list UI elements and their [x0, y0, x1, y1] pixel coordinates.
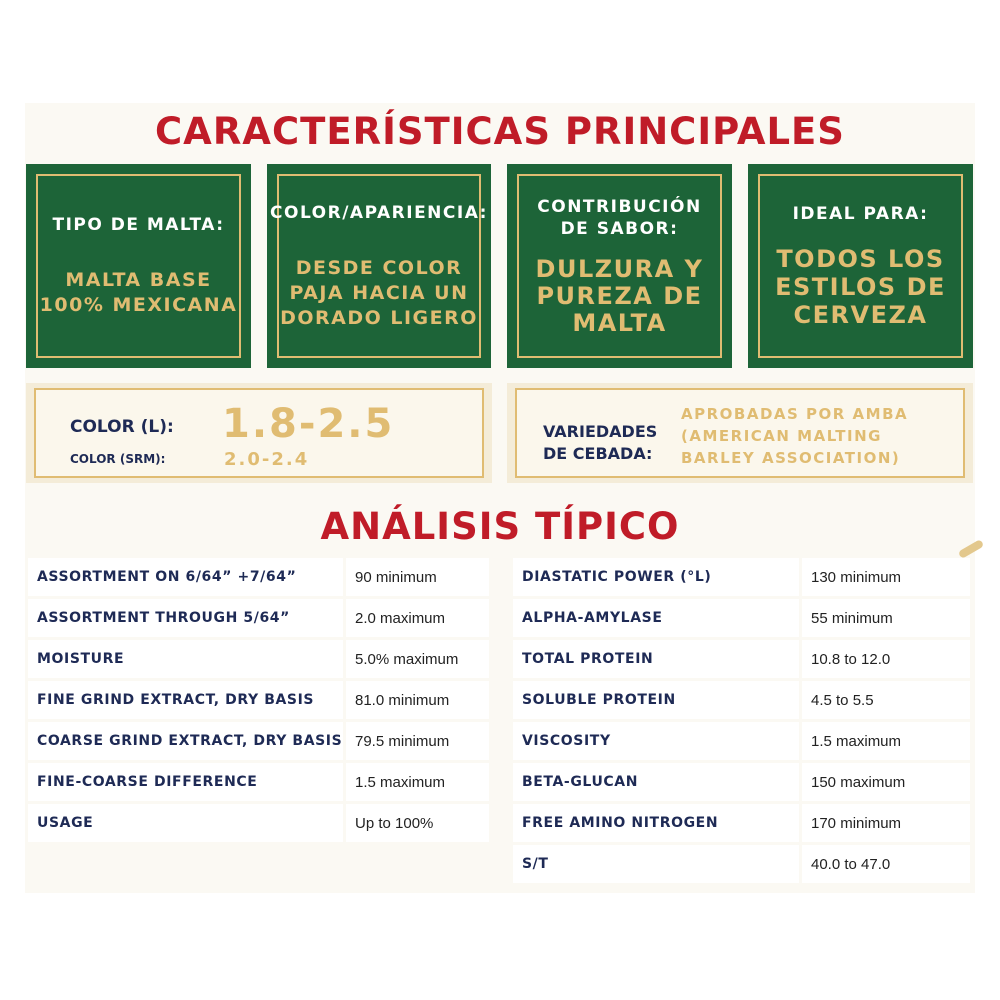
- table-key: USAGE: [28, 804, 343, 842]
- card-frame: [517, 174, 722, 358]
- table-key: ALPHA-AMYLASE: [513, 599, 799, 637]
- card-flavor-contribution: [507, 164, 732, 368]
- table-row: [513, 763, 970, 801]
- card-label: TIPO DE MALTA:: [52, 215, 225, 235]
- color-srm-value: 2.0-2.4: [224, 449, 310, 470]
- table-value: 5.0% maximum: [346, 640, 489, 678]
- table-row: [28, 558, 489, 596]
- table-row: [28, 681, 489, 719]
- table-row: [28, 722, 489, 760]
- table-key: TOTAL PROTEIN: [513, 640, 799, 678]
- table-value: 130 minimum: [802, 558, 970, 596]
- table-row: [513, 804, 970, 842]
- table-value: 10.8 to 12.0: [802, 640, 970, 678]
- table-key: ASSORTMENT ON 6/64” +7/64”: [28, 558, 343, 596]
- card-value: TODOS LOS ESTILOS DE CERVEZA: [775, 245, 946, 329]
- table-row: [28, 599, 489, 637]
- table-value: 1.5 maximum: [346, 763, 489, 801]
- analysis-table-right: [510, 555, 973, 886]
- table-key: FINE-COARSE DIFFERENCE: [28, 763, 343, 801]
- table-key: ASSORTMENT THROUGH 5/64”: [28, 599, 343, 637]
- table-key: FINE GRIND EXTRACT, DRY BASIS: [28, 681, 343, 719]
- barley-variety-box: [507, 383, 973, 483]
- table-row: [513, 722, 970, 760]
- color-box: [26, 383, 492, 483]
- table-value: 2.0 maximum: [346, 599, 489, 637]
- table-value: 81.0 minimum: [346, 681, 489, 719]
- table-value: 1.5 maximum: [802, 722, 970, 760]
- table-key: VISCOSITY: [513, 722, 799, 760]
- card-frame: [270, 174, 488, 358]
- table-key: COARSE GRIND EXTRACT, DRY BASIS: [28, 722, 343, 760]
- table-row: [513, 599, 970, 637]
- table-row: [513, 681, 970, 719]
- analysis-table-left: [25, 555, 492, 845]
- color-srm-label: COLOR (SRM):: [70, 452, 166, 466]
- card-ideal-for: [748, 164, 973, 368]
- card-frame: [758, 174, 963, 358]
- table-value: 4.5 to 5.5: [802, 681, 970, 719]
- table-key: DIASTATIC POWER (°L): [513, 558, 799, 596]
- table-row: [28, 763, 489, 801]
- variety-box-frame: [515, 388, 965, 478]
- card-value: DESDE COLOR PAJA HACIA UN DORADO LIGERO: [280, 256, 478, 329]
- table-row: [513, 845, 970, 883]
- card-value: DULZURA Y PUREZA DE MALTA: [535, 254, 704, 337]
- card-label: COLOR/APARIENCIA:: [270, 202, 488, 223]
- table-value: 150 maximum: [802, 763, 970, 801]
- table-value: 40.0 to 47.0: [802, 845, 970, 883]
- table-value: 170 minimum: [802, 804, 970, 842]
- card-label: IDEAL PARA:: [792, 204, 929, 224]
- variety-value: APROBADAS POR AMBA (AMERICAN MALTING BARLEY ASSOCIATION): [681, 405, 909, 467]
- table-key: S/T: [513, 845, 799, 883]
- table-value: 79.5 minimum: [346, 722, 489, 760]
- card-malt-type: [26, 164, 251, 368]
- color-l-value: 1.8-2.5: [222, 401, 395, 447]
- card-label: CONTRIBUCIÓN DE SABOR:: [537, 196, 702, 239]
- table-row: [28, 804, 489, 842]
- card-frame: [36, 174, 241, 358]
- table-key: MOISTURE: [28, 640, 343, 678]
- table-value: Up to 100%: [346, 804, 489, 842]
- table-row: [513, 640, 970, 678]
- table-key: BETA-GLUCAN: [513, 763, 799, 801]
- color-box-frame: [34, 388, 484, 478]
- table-key: FREE AMINO NITROGEN: [513, 804, 799, 842]
- color-l-label: COLOR (L):: [70, 417, 174, 437]
- analysis-title: ANÁLISIS TÍPICO: [320, 505, 680, 548]
- card-value: MALTA BASE 100% MEXICANA: [39, 269, 238, 316]
- variety-label: VARIEDADES DE CEBADA:: [543, 422, 658, 463]
- table-value: 90 minimum: [346, 558, 489, 596]
- table-row: [28, 640, 489, 678]
- table-key: SOLUBLE PROTEIN: [513, 681, 799, 719]
- table-row: [513, 558, 970, 596]
- table-value: 55 minimum: [802, 599, 970, 637]
- main-title: CARACTERÍSTICAS PRINCIPALES: [155, 110, 845, 153]
- card-color-appearance: [267, 164, 491, 368]
